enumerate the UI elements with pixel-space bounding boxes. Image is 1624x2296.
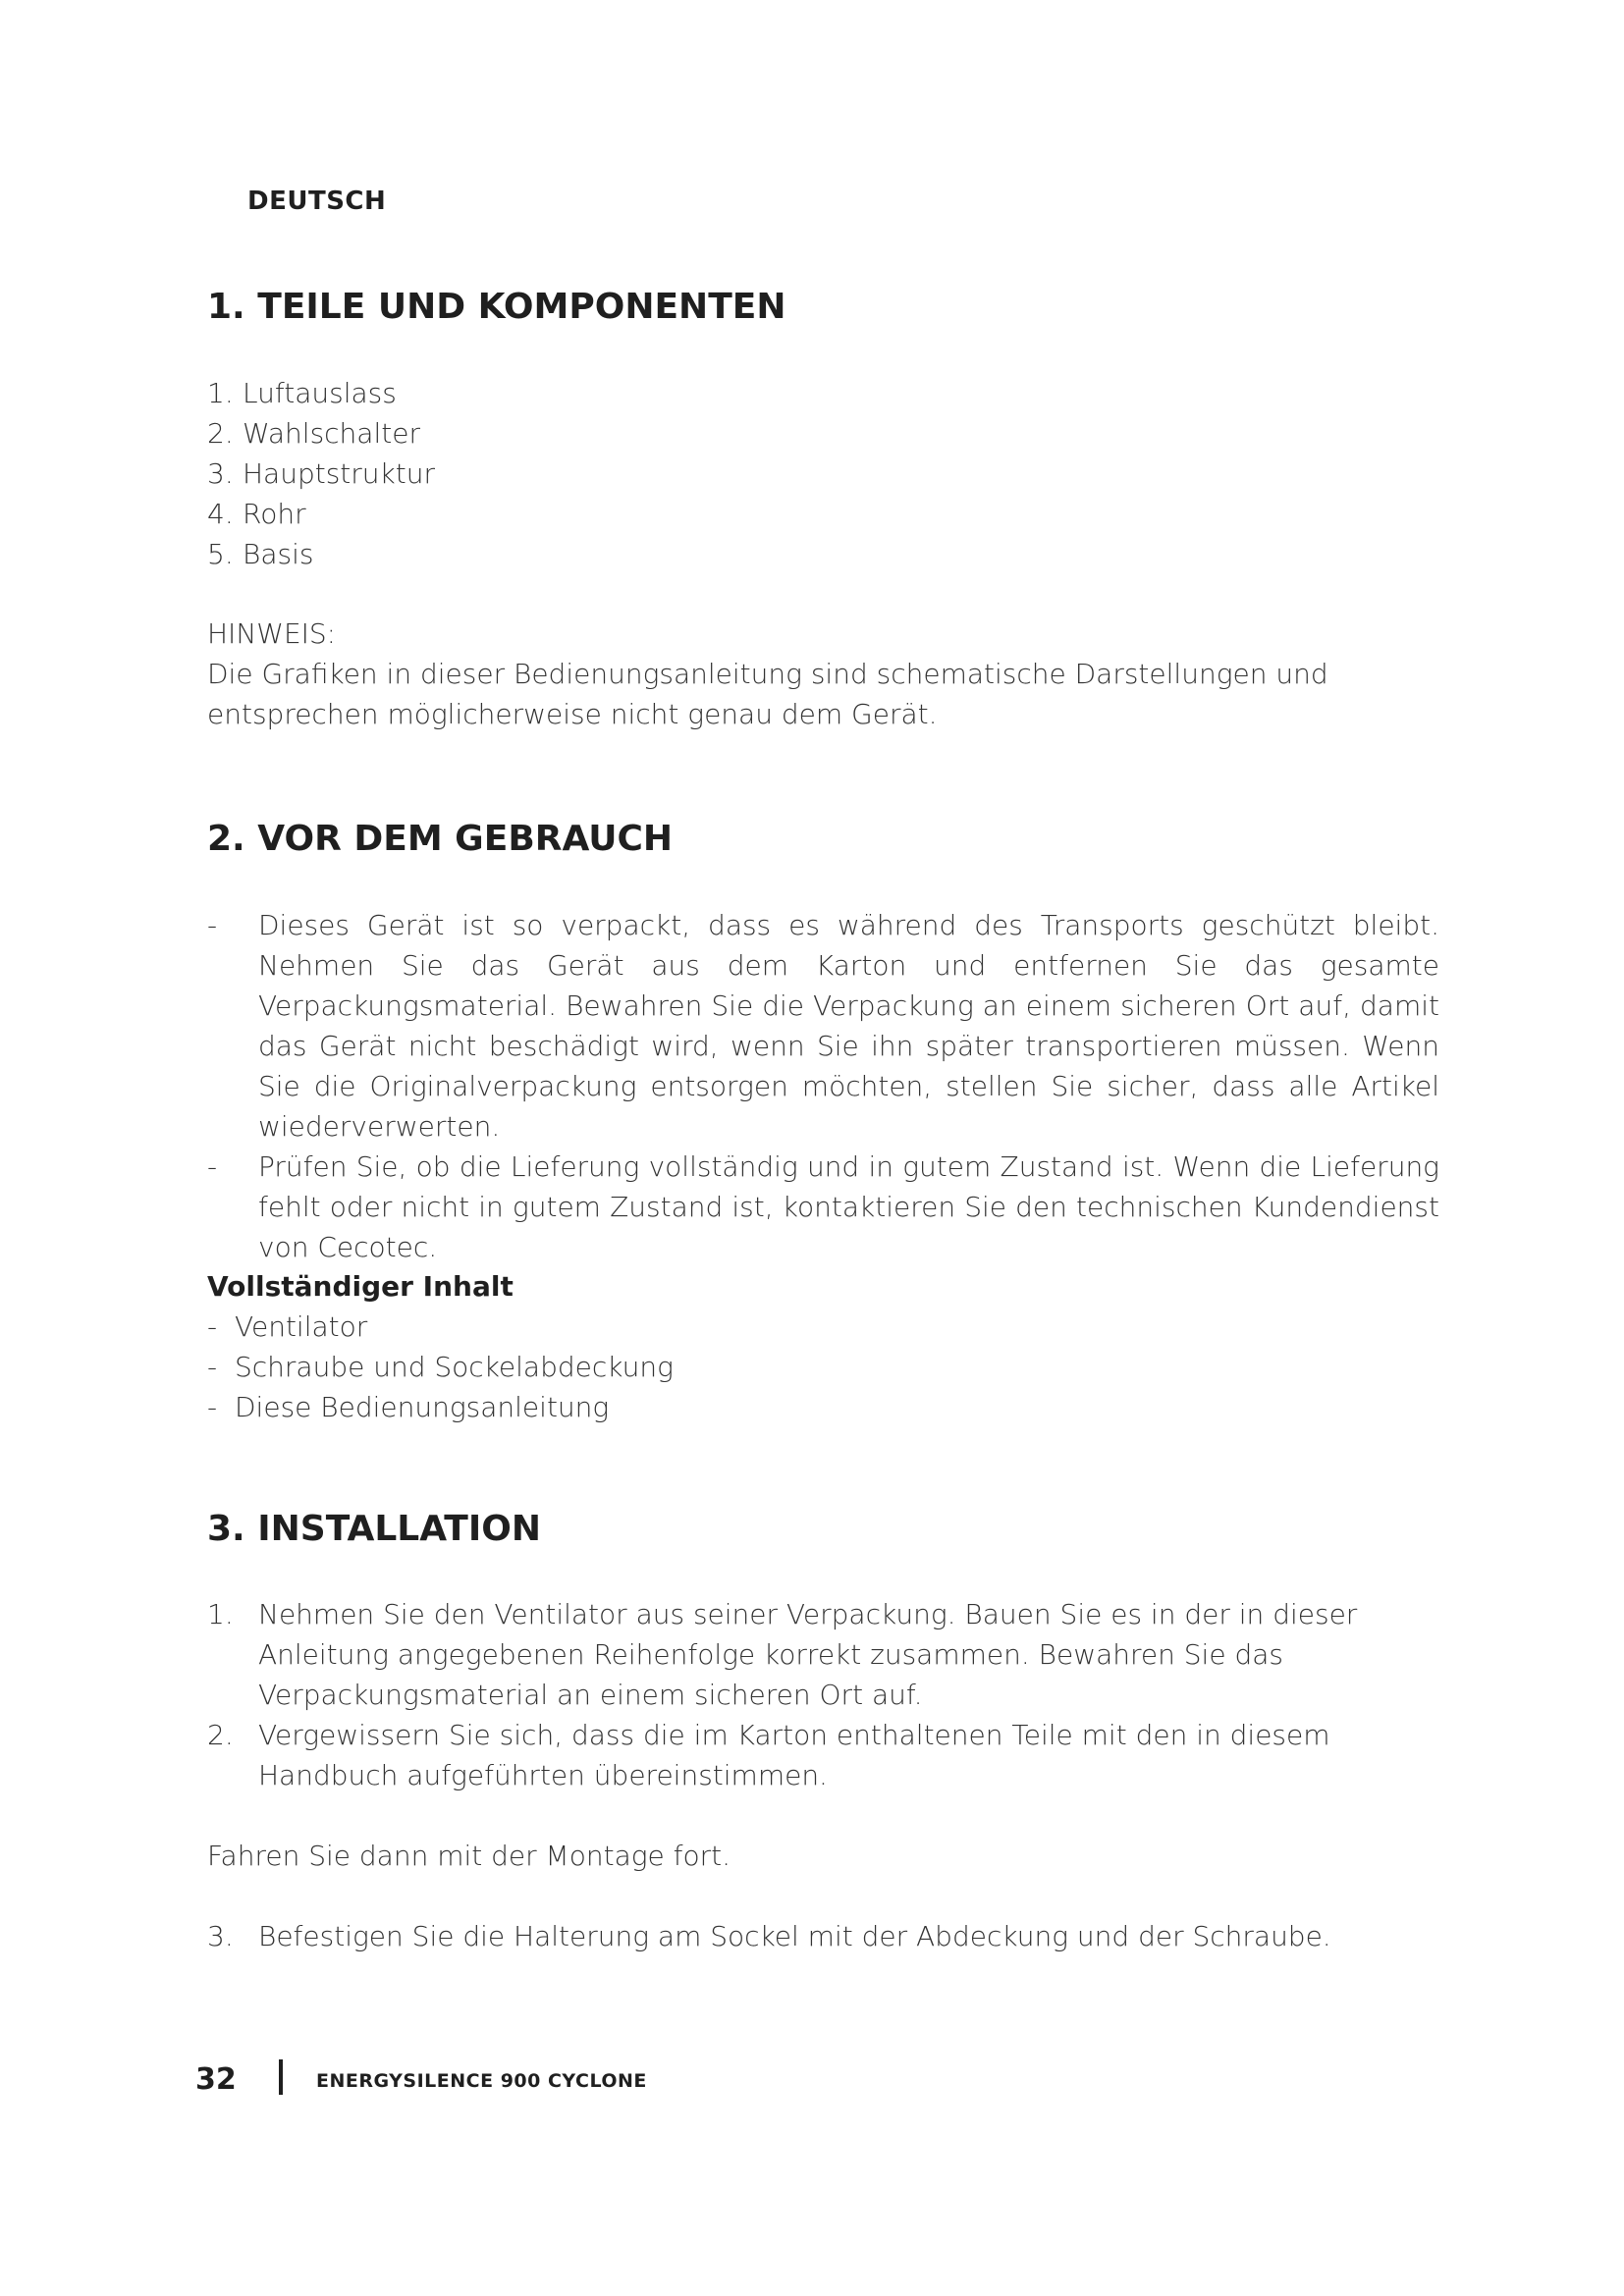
installation-steps-block: [207, 1594, 1439, 1795]
list-item: - Prüfen Sie, ob die Lieferung vollständig und in gutem Zustand ist. Wenn die Lieferung fehlt oder nicht in gutem Zustand ist, kontaktieren Sie den technischen Kundendienst von Cecotec.: [207, 1150, 1439, 1263]
note-label: HINWEIS:: [207, 617, 337, 650]
language-label: DEUTSCH: [247, 187, 387, 216]
section-title-parts: 1. TEILE UND KOMPONENTEN: [207, 287, 786, 327]
list-item: 2. Wahlschalter: [207, 417, 420, 450]
page-number: 32: [195, 2062, 237, 2097]
contents-block: [207, 1266, 1444, 1427]
list-item: 5. Basis: [207, 538, 314, 570]
list-item: - Schraube und Sockelabdeckung: [207, 1351, 674, 1383]
list-item: - Dieses Gerät ist so verpackt, dass es während des Transports geschützt bleibt. Nehmen Sie das Gerät aus dem Karton und entfernen Sie das gesamte Verpackungsmaterial. Bewahren Sie die Verpackung an einem sicheren Ort auf, damit das Gerät nicht beschädigt wird, wenn Sie ihn später transportieren müssen. Wenn Sie die Originalverpackung entsorgen möchten, stellen Sie sicher, dass alle Artikel wiederverwerten.: [207, 909, 1439, 1143]
list-item: 3. Hauptstruktur: [207, 457, 435, 490]
footer-divider: [279, 2059, 283, 2095]
contents-title: Vollständiger Inhalt: [207, 1270, 514, 1303]
list-item: - Diese Bedienungsanleitung: [207, 1391, 610, 1423]
list-item: 4. Rohr: [207, 498, 306, 530]
section-title-before-use: 2. VOR DEM GEBRAUCH: [207, 819, 674, 859]
list-item: 2. Vergewissern Sie sich, dass die im Karton enthaltenen Teile mit den in diesem Handbuch aufgeführten übereinstimmen.: [207, 1719, 1330, 1791]
note-text: Die Grafiken in dieser Bedienungsanleitung sind schematische Darstellungen und entsprechen möglicherweise nicht genau dem Gerät.: [207, 658, 1328, 730]
list-item: 1. Nehmen Sie den Ventilator aus seiner Verpackung. Bauen Sie es in der in dieser Anleitung angegebenen Reihenfolge korrekt zusammen. Bewahren Sie das Verpackungsmaterial an einem sicheren Ort auf.: [207, 1598, 1358, 1711]
list-item: 3. Befestigen Sie die Halterung am Sockel mit der Abdeckung und der Schraube.: [207, 1920, 1331, 1952]
note-block: [207, 614, 1444, 734]
before-use-block: [207, 905, 1439, 1267]
list-item: 1. Luftauslass: [207, 377, 397, 409]
list-item: - Ventilator: [207, 1310, 368, 1343]
parts-list-block: [207, 373, 1444, 574]
installation-step-3: [207, 1916, 1444, 1956]
parts-list: [207, 373, 1444, 574]
footer-product-name: ENERGYSILENCE 900 CYCLONE: [316, 2070, 647, 2092]
section-title-installation: 3. INSTALLATION: [207, 1509, 541, 1549]
contents-list: [207, 1307, 1444, 1427]
continue-text: Fahren Sie dann mit der Montage fort.: [207, 1840, 731, 1872]
